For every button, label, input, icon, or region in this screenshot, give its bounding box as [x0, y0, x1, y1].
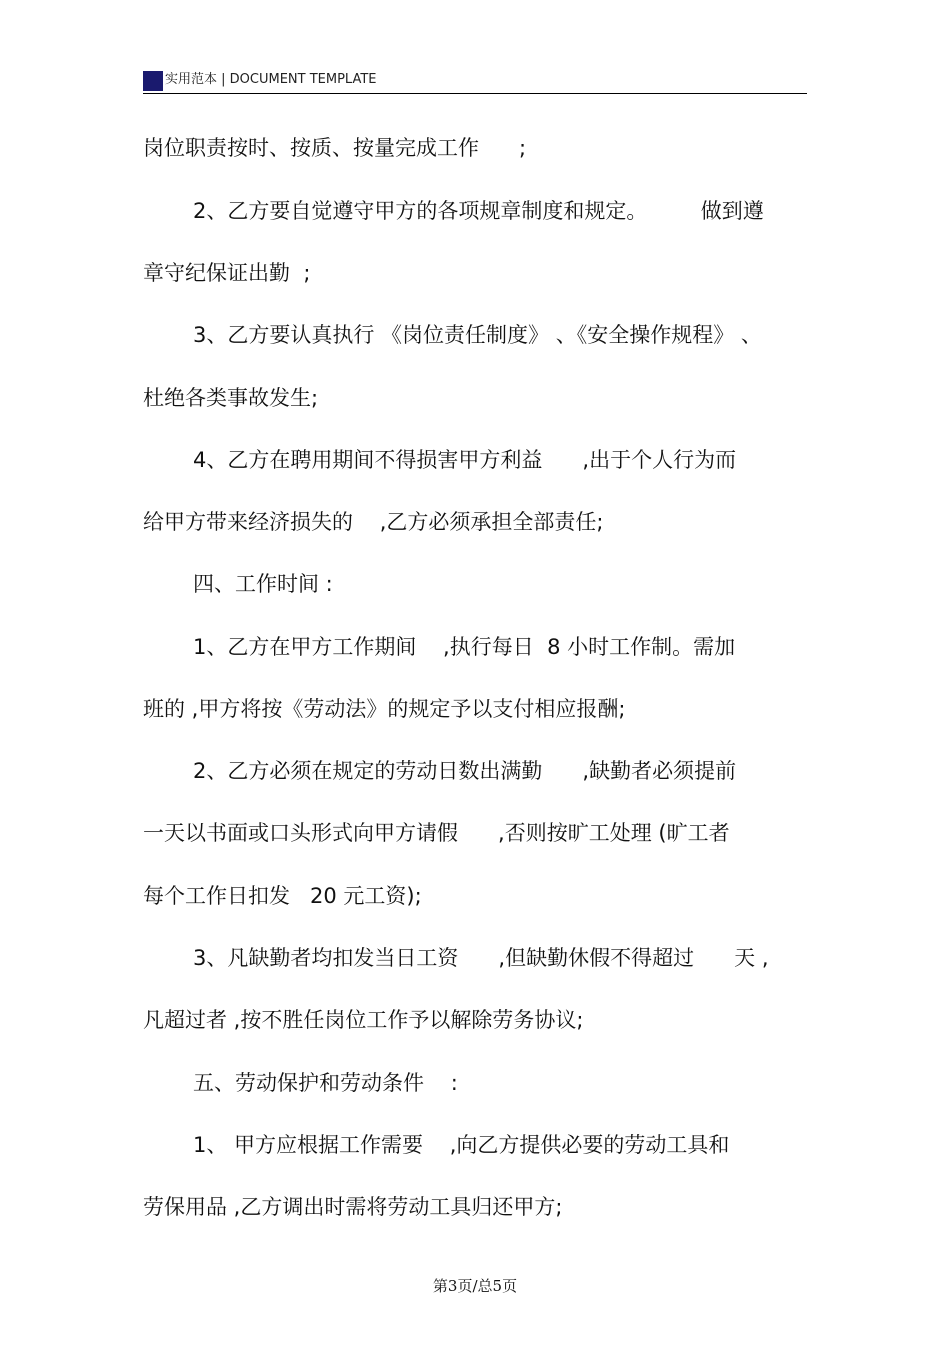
paragraph-line: 1、 甲方应根据工作需要 ,向乙方提供必要的劳动工具和	[193, 1133, 730, 1157]
paragraph-line: 杜绝各类事故发生;	[143, 386, 319, 410]
paragraph-line: 3、凡缺勤者均扣发当日工资 ,但缺勤休假不得超过 天 ,	[193, 946, 769, 970]
header-title: 实用范本 | DOCUMENT TEMPLATE	[165, 72, 377, 87]
paragraph-line: 1、乙方在甲方工作期间 ,执行每日 8 小时工作制。需加	[193, 635, 736, 659]
header-logo-square	[143, 71, 163, 91]
paragraph-line: 给甲方带来经济损失的 ,乙方必须承担全部责任;	[143, 510, 604, 534]
paragraph-line: 凡超过者 ,按不胜任岗位工作予以解除劳务协议;	[143, 1008, 584, 1032]
section-heading: 五、劳动保护和劳动条件 :	[193, 1071, 458, 1095]
section-heading: 四、工作时间 :	[193, 572, 333, 596]
paragraph-line: 2、乙方要自觉遵守甲方的各项规章制度和规定。 做到遵	[193, 199, 764, 223]
paragraph-line: 一天以书面或口头形式向甲方请假 ,否则按旷工处理 (旷工者	[143, 821, 730, 845]
page-number: 第3页/总5页	[432, 1277, 518, 1295]
paragraph-line: 2、乙方必须在规定的劳动日数出满勤 ,缺勤者必须提前	[193, 759, 737, 783]
paragraph-line: 每个工作日扣发 20 元工资);	[143, 884, 422, 908]
paragraph-line: 岗位职责按时、按质、按量完成工作 ;	[143, 136, 527, 160]
paragraph-line: 3、乙方要认真执行 《岗位责任制度》 、《安全操作规程》 、	[193, 323, 762, 347]
paragraph-line: 4、乙方在聘用期间不得损害甲方利益 ,出于个人行为而	[193, 448, 737, 472]
header-divider	[143, 93, 807, 94]
paragraph-line: 劳保用品 ,乙方调出时需将劳动工具归还甲方;	[143, 1195, 563, 1219]
document-header	[143, 70, 807, 92]
paragraph-line: 章守纪保证出勤 ;	[143, 261, 311, 285]
paragraph-line: 班的 ,甲方将按《劳动法》的规定予以支付相应报酬;	[143, 697, 626, 721]
